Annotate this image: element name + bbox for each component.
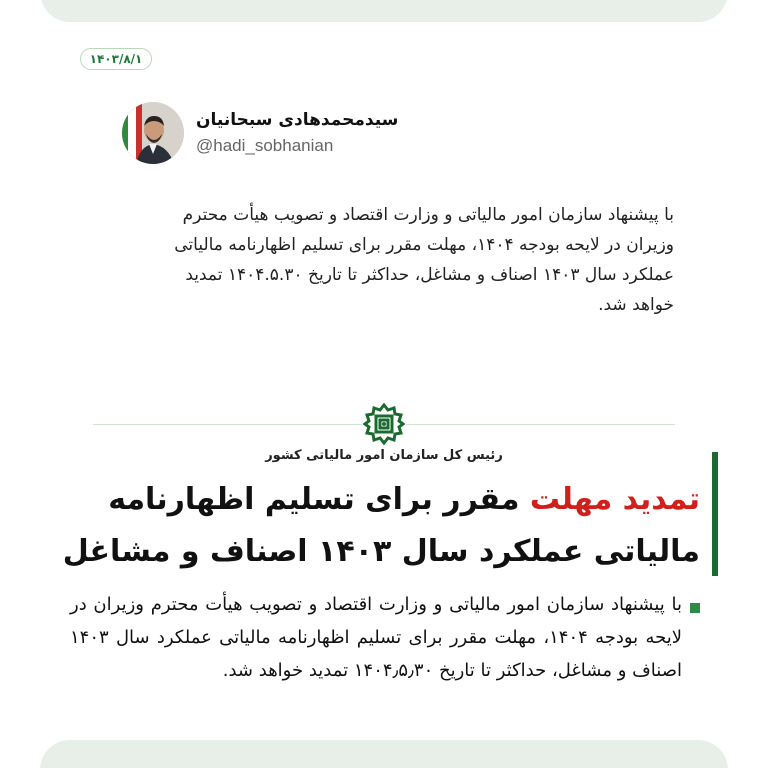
tweet-header [0, 96, 768, 166]
date-badge [80, 48, 152, 70]
tax-organization-emblem-icon [362, 402, 406, 446]
top-decorative-band [40, 0, 728, 22]
tweet-text: با پیشنهاد سازمان امور مالیاتی و وزارت اقتصاد و تصویب هیأت محترم وزیران در لایحه بودجه ۱۴۰۴، مهلت مقرر برای تسلیم اظهارنامه مالیاتی عملکرد سال ۱۴۰۳ اصناف و مشاغل، حداکثر تا تاریخ ۱۴۰۴.۵.۳۰ تمدید خواهد شد. [174, 205, 674, 315]
section-subtitle: رئیس کل سازمان امور مالیاتی کشور [265, 448, 503, 463]
avatar-portrait-icon [122, 102, 184, 164]
bottom-decorative-band [40, 740, 728, 768]
bullet-square-icon [690, 603, 700, 613]
headline-accent-bar [712, 452, 718, 576]
headline-rest: مقرر برای تسلیم اظهارنامه مالیاتی عملکرد سال ۱۴۰۳ اصناف و مشاغل [62, 482, 700, 569]
headline-highlight: تمدید مهلت [529, 482, 700, 517]
headline [60, 474, 700, 578]
author-avatar[interactable] [122, 102, 184, 164]
author-handle[interactable]: @hadi_sobhanian [196, 136, 334, 155]
author-name[interactable]: سیدمحمدهادی سبحانیان [196, 110, 399, 130]
date-text: ۱۴۰۳/۸/۱ [89, 52, 143, 66]
body-text: با پیشنهاد سازمان امور مالیاتی و وزارت اقتصاد و تصویب هیأت محترم وزیران در لایحه بودجه ۱۴۰۴، مهلت مقرر برای تسلیم اظهارنامه مالیاتی عملکرد سال ۱۴۰۳ اصناف و مشاغل، حداکثر تا تاریخ ۱۴۰۴٫۵٫۳۰ تمدید خواهد شد. [70, 594, 683, 681]
